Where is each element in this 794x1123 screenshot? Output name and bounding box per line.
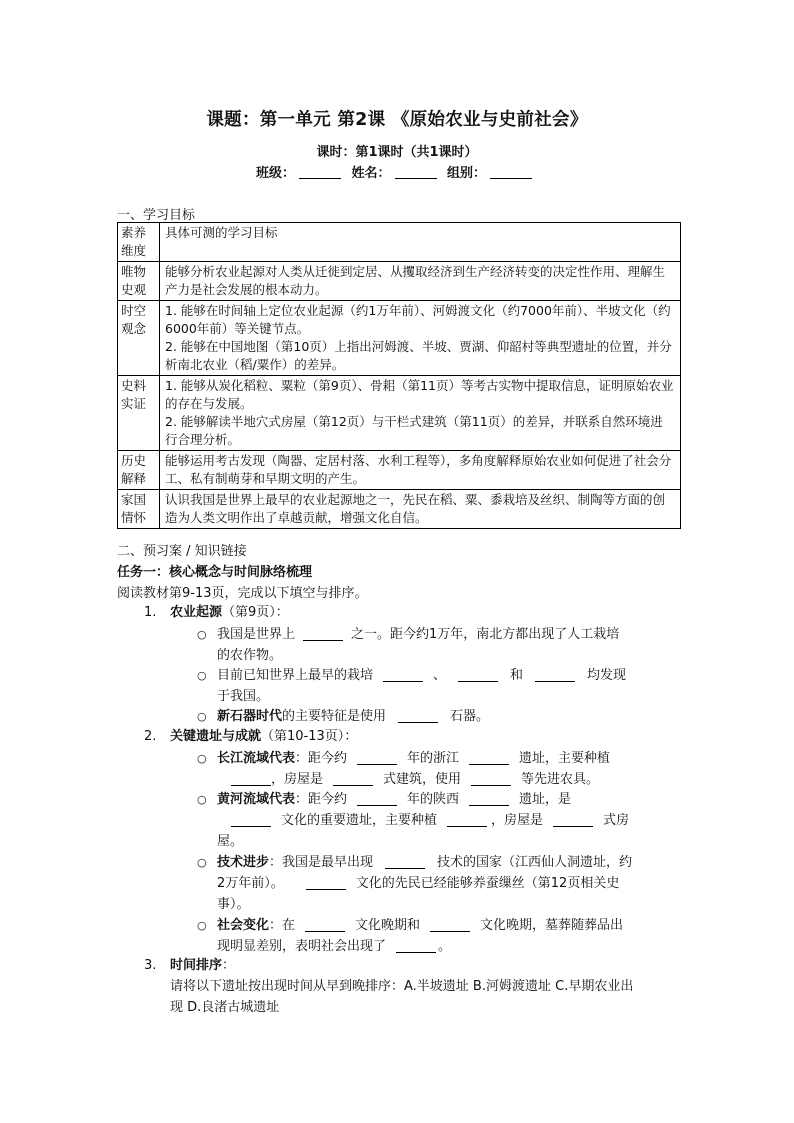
text: 请将以下遗址按出现时间从早到晚排序：A.半坡遗址 B.河姆渡遗址 C.早期农业出 bbox=[170, 979, 634, 994]
item-number: 3. bbox=[144, 958, 157, 973]
group-label: 组别： bbox=[447, 166, 487, 181]
section-learning-goals-title: 一、学习目标 bbox=[117, 208, 196, 223]
row-dimension: 史料实证 bbox=[118, 376, 160, 451]
fill-blank[interactable] bbox=[398, 708, 438, 723]
text: 社会变化 bbox=[217, 918, 270, 933]
row-dimension: 家国情怀 bbox=[118, 490, 160, 529]
text: ：在 bbox=[269, 918, 296, 933]
fill-blank[interactable] bbox=[303, 626, 343, 641]
heading-text: 农业起源 bbox=[170, 605, 223, 620]
lesson-time: 课时：第1课时（共1课时） bbox=[316, 145, 478, 160]
text: 石器。 bbox=[450, 709, 490, 724]
item-number: 1. bbox=[144, 605, 157, 620]
text: ：距今约 bbox=[295, 751, 348, 766]
text: 2万年前）。 bbox=[217, 876, 284, 891]
table-row bbox=[118, 451, 681, 490]
task1-title: 任务一：核心概念与时间脉络梳理 bbox=[117, 565, 313, 580]
page-title: 课题：第一单元 第2课 《原始农业与史前社会》 bbox=[206, 110, 588, 130]
text: 文化的先民已经能够养蚕缫丝（第12页相关史 bbox=[355, 876, 620, 891]
task1-intro: 阅读教材第9-13页，完成以下填空与排序。 bbox=[117, 586, 368, 601]
item-heading bbox=[170, 602, 289, 623]
fill-blank[interactable] bbox=[333, 771, 373, 786]
fill-blank[interactable] bbox=[305, 917, 345, 932]
text: ，房屋是 bbox=[491, 813, 544, 828]
text: 等先进农具。 bbox=[521, 772, 600, 787]
goal-text: 能够分析农业起源对人类从迁徙到定居、从攫取经济到生产经济转变的决定性作用、理解生产力是社会发展的根本动力。 bbox=[165, 264, 666, 297]
table-row bbox=[118, 376, 681, 451]
text: 年的浙江 bbox=[407, 751, 460, 766]
text: ，房屋是 bbox=[271, 772, 324, 787]
fill-blank[interactable] bbox=[447, 812, 487, 827]
fill-blank[interactable] bbox=[458, 667, 498, 682]
class-label: 班级： bbox=[255, 166, 295, 181]
text: 事）。 bbox=[217, 897, 250, 912]
text: 遗址，是 bbox=[519, 792, 572, 807]
row-dimension: 时空观念 bbox=[118, 301, 160, 376]
text: 我国是世界上 bbox=[217, 627, 296, 642]
text: 和 bbox=[510, 668, 524, 683]
item-heading bbox=[170, 955, 235, 976]
bullet-icon: ○ bbox=[197, 669, 207, 682]
text: 。 bbox=[438, 939, 452, 954]
bullet-text bbox=[217, 748, 669, 790]
bullet-text bbox=[217, 624, 669, 666]
bullet-icon: ○ bbox=[197, 919, 207, 932]
bullet-text bbox=[217, 706, 669, 727]
fill-blank[interactable] bbox=[469, 750, 509, 765]
text: 目前已知世界上最早的栽培 bbox=[217, 668, 374, 683]
fill-blank[interactable] bbox=[430, 917, 470, 932]
fill-blank[interactable] bbox=[383, 667, 423, 682]
text: 文化晚期和 bbox=[355, 918, 421, 933]
goal-text: 1. 能够在时间轴上定位农业起源（约1万年前）、河姆渡文化（约7000年前）、半坡文化（约6000年前）等关键节点。 bbox=[165, 303, 671, 336]
text: 黄河流域代表 bbox=[217, 792, 296, 807]
fill-blank[interactable] bbox=[469, 791, 509, 806]
name-label: 姓名： bbox=[351, 166, 391, 181]
bullet-icon: ○ bbox=[197, 710, 207, 723]
heading-note: （第10-13页）： bbox=[261, 729, 358, 744]
fill-blank[interactable] bbox=[385, 854, 425, 869]
ordering-instruction bbox=[170, 976, 680, 1018]
bullet-icon: ○ bbox=[197, 856, 207, 869]
text: 新石器时代 bbox=[217, 709, 283, 724]
table-row bbox=[118, 301, 681, 376]
fill-blank[interactable] bbox=[306, 875, 346, 890]
heading-note: ： bbox=[222, 958, 236, 973]
header-dimension: 素养维度 bbox=[118, 223, 160, 262]
fill-blank[interactable] bbox=[553, 812, 593, 827]
fill-blank[interactable] bbox=[231, 771, 271, 786]
row-goal bbox=[160, 376, 681, 451]
bullet-icon: ○ bbox=[197, 752, 207, 765]
text: 之一。距今约1万年，南北方都出现了人工栽培 bbox=[351, 627, 620, 642]
bullet-icon: ○ bbox=[197, 628, 207, 641]
heading-text: 时间排序 bbox=[170, 958, 223, 973]
fill-blank[interactable] bbox=[396, 938, 436, 953]
text: 文化的重要遗址，主要种植 bbox=[281, 813, 438, 828]
item-number: 2. bbox=[144, 729, 157, 744]
header-goal: 具体可测的学习目标 bbox=[160, 223, 681, 262]
item-heading bbox=[170, 726, 357, 747]
objectives-table bbox=[117, 222, 681, 529]
fill-blank[interactable] bbox=[357, 791, 397, 806]
text: 技术的国家（江西仙人洞遗址，约 bbox=[437, 855, 633, 870]
text: 技术进步 bbox=[217, 855, 270, 870]
list-item-time-order bbox=[117, 955, 683, 1021]
row-dimension: 唯物史观 bbox=[118, 262, 160, 301]
text: 式建筑，使用 bbox=[383, 772, 462, 787]
text: 屋。 bbox=[217, 834, 244, 849]
class-info-line bbox=[0, 162, 794, 181]
fill-blank[interactable] bbox=[357, 750, 397, 765]
bullet-text bbox=[217, 789, 669, 852]
row-goal bbox=[160, 262, 681, 301]
fill-blank[interactable] bbox=[535, 667, 575, 682]
text: ：我国是最早出现 bbox=[269, 855, 374, 870]
heading-note: （第9页）： bbox=[222, 605, 289, 620]
row-goal bbox=[160, 301, 681, 376]
text: 遗址，主要种植 bbox=[519, 751, 611, 766]
class-blank[interactable] bbox=[299, 166, 341, 179]
name-blank[interactable] bbox=[395, 166, 437, 179]
goal-text: 能够运用考古发现（陶器、定居村落、水利工程等），多角度解释原始农业如何促进了社会分工、私有制萌芽和早期文明的产生。 bbox=[165, 453, 672, 486]
text: 的农作物。 bbox=[217, 648, 283, 663]
bullet-text bbox=[217, 915, 669, 957]
text: 于我国。 bbox=[217, 689, 270, 704]
goal-text: 1. 能够从炭化稻粒、粟粒（第9页）、骨耜（第11页）等考古实物中提取信息，证明原始农业的存在与发展。 bbox=[165, 378, 674, 411]
section-preview-title: 二、预习案 / 知识链接 bbox=[117, 544, 247, 559]
text: 现 D.良渚古城遗址 bbox=[170, 1000, 280, 1015]
text: ：距今约 bbox=[295, 792, 348, 807]
bullet-text bbox=[217, 852, 669, 915]
fill-blank[interactable] bbox=[471, 771, 511, 786]
bullet-text bbox=[217, 665, 669, 707]
table-row bbox=[118, 262, 681, 301]
text: 均发现 bbox=[587, 668, 627, 683]
row-goal bbox=[160, 490, 681, 529]
goal-text: 认识我国是世界上最早的农业起源地之一，先民在稻、粟、黍栽培及丝织、制陶等方面的创造为人类文明作出了卓越贡献，增强文化自信。 bbox=[165, 492, 666, 525]
table-header-row bbox=[118, 223, 681, 262]
text: 的主要特征是使用 bbox=[282, 709, 387, 724]
bullet-icon: ○ bbox=[197, 793, 207, 806]
goal-text: 2. 能够解读半地穴式房屋（第12页）与干栏式建筑（第11页）的差异，并联系自然环境进行合理分析。 bbox=[165, 414, 663, 447]
text: 、 bbox=[433, 668, 447, 683]
text: 式房 bbox=[603, 813, 630, 828]
list-item-key-sites bbox=[117, 726, 683, 952]
text: 长江流域代表 bbox=[217, 751, 296, 766]
group-blank[interactable] bbox=[490, 166, 532, 179]
goal-text: 2. 能够在中国地图（第10页）上指出河姆渡、半坡、贾湖、仰韶村等典型遗址的位置，并分析南北农业（稻/粟作）的差异。 bbox=[165, 339, 672, 372]
text: 年的陕西 bbox=[407, 792, 460, 807]
fill-blank[interactable] bbox=[231, 812, 271, 827]
table-row bbox=[118, 490, 681, 529]
list-item-origin bbox=[117, 602, 683, 722]
heading-text: 关键遗址与成就 bbox=[170, 729, 262, 744]
text: 文化晚期，墓葬随葬品出 bbox=[480, 918, 624, 933]
row-dimension: 历史解释 bbox=[118, 451, 160, 490]
text: 现明显差别，表明社会出现了 bbox=[217, 939, 387, 954]
row-goal bbox=[160, 451, 681, 490]
